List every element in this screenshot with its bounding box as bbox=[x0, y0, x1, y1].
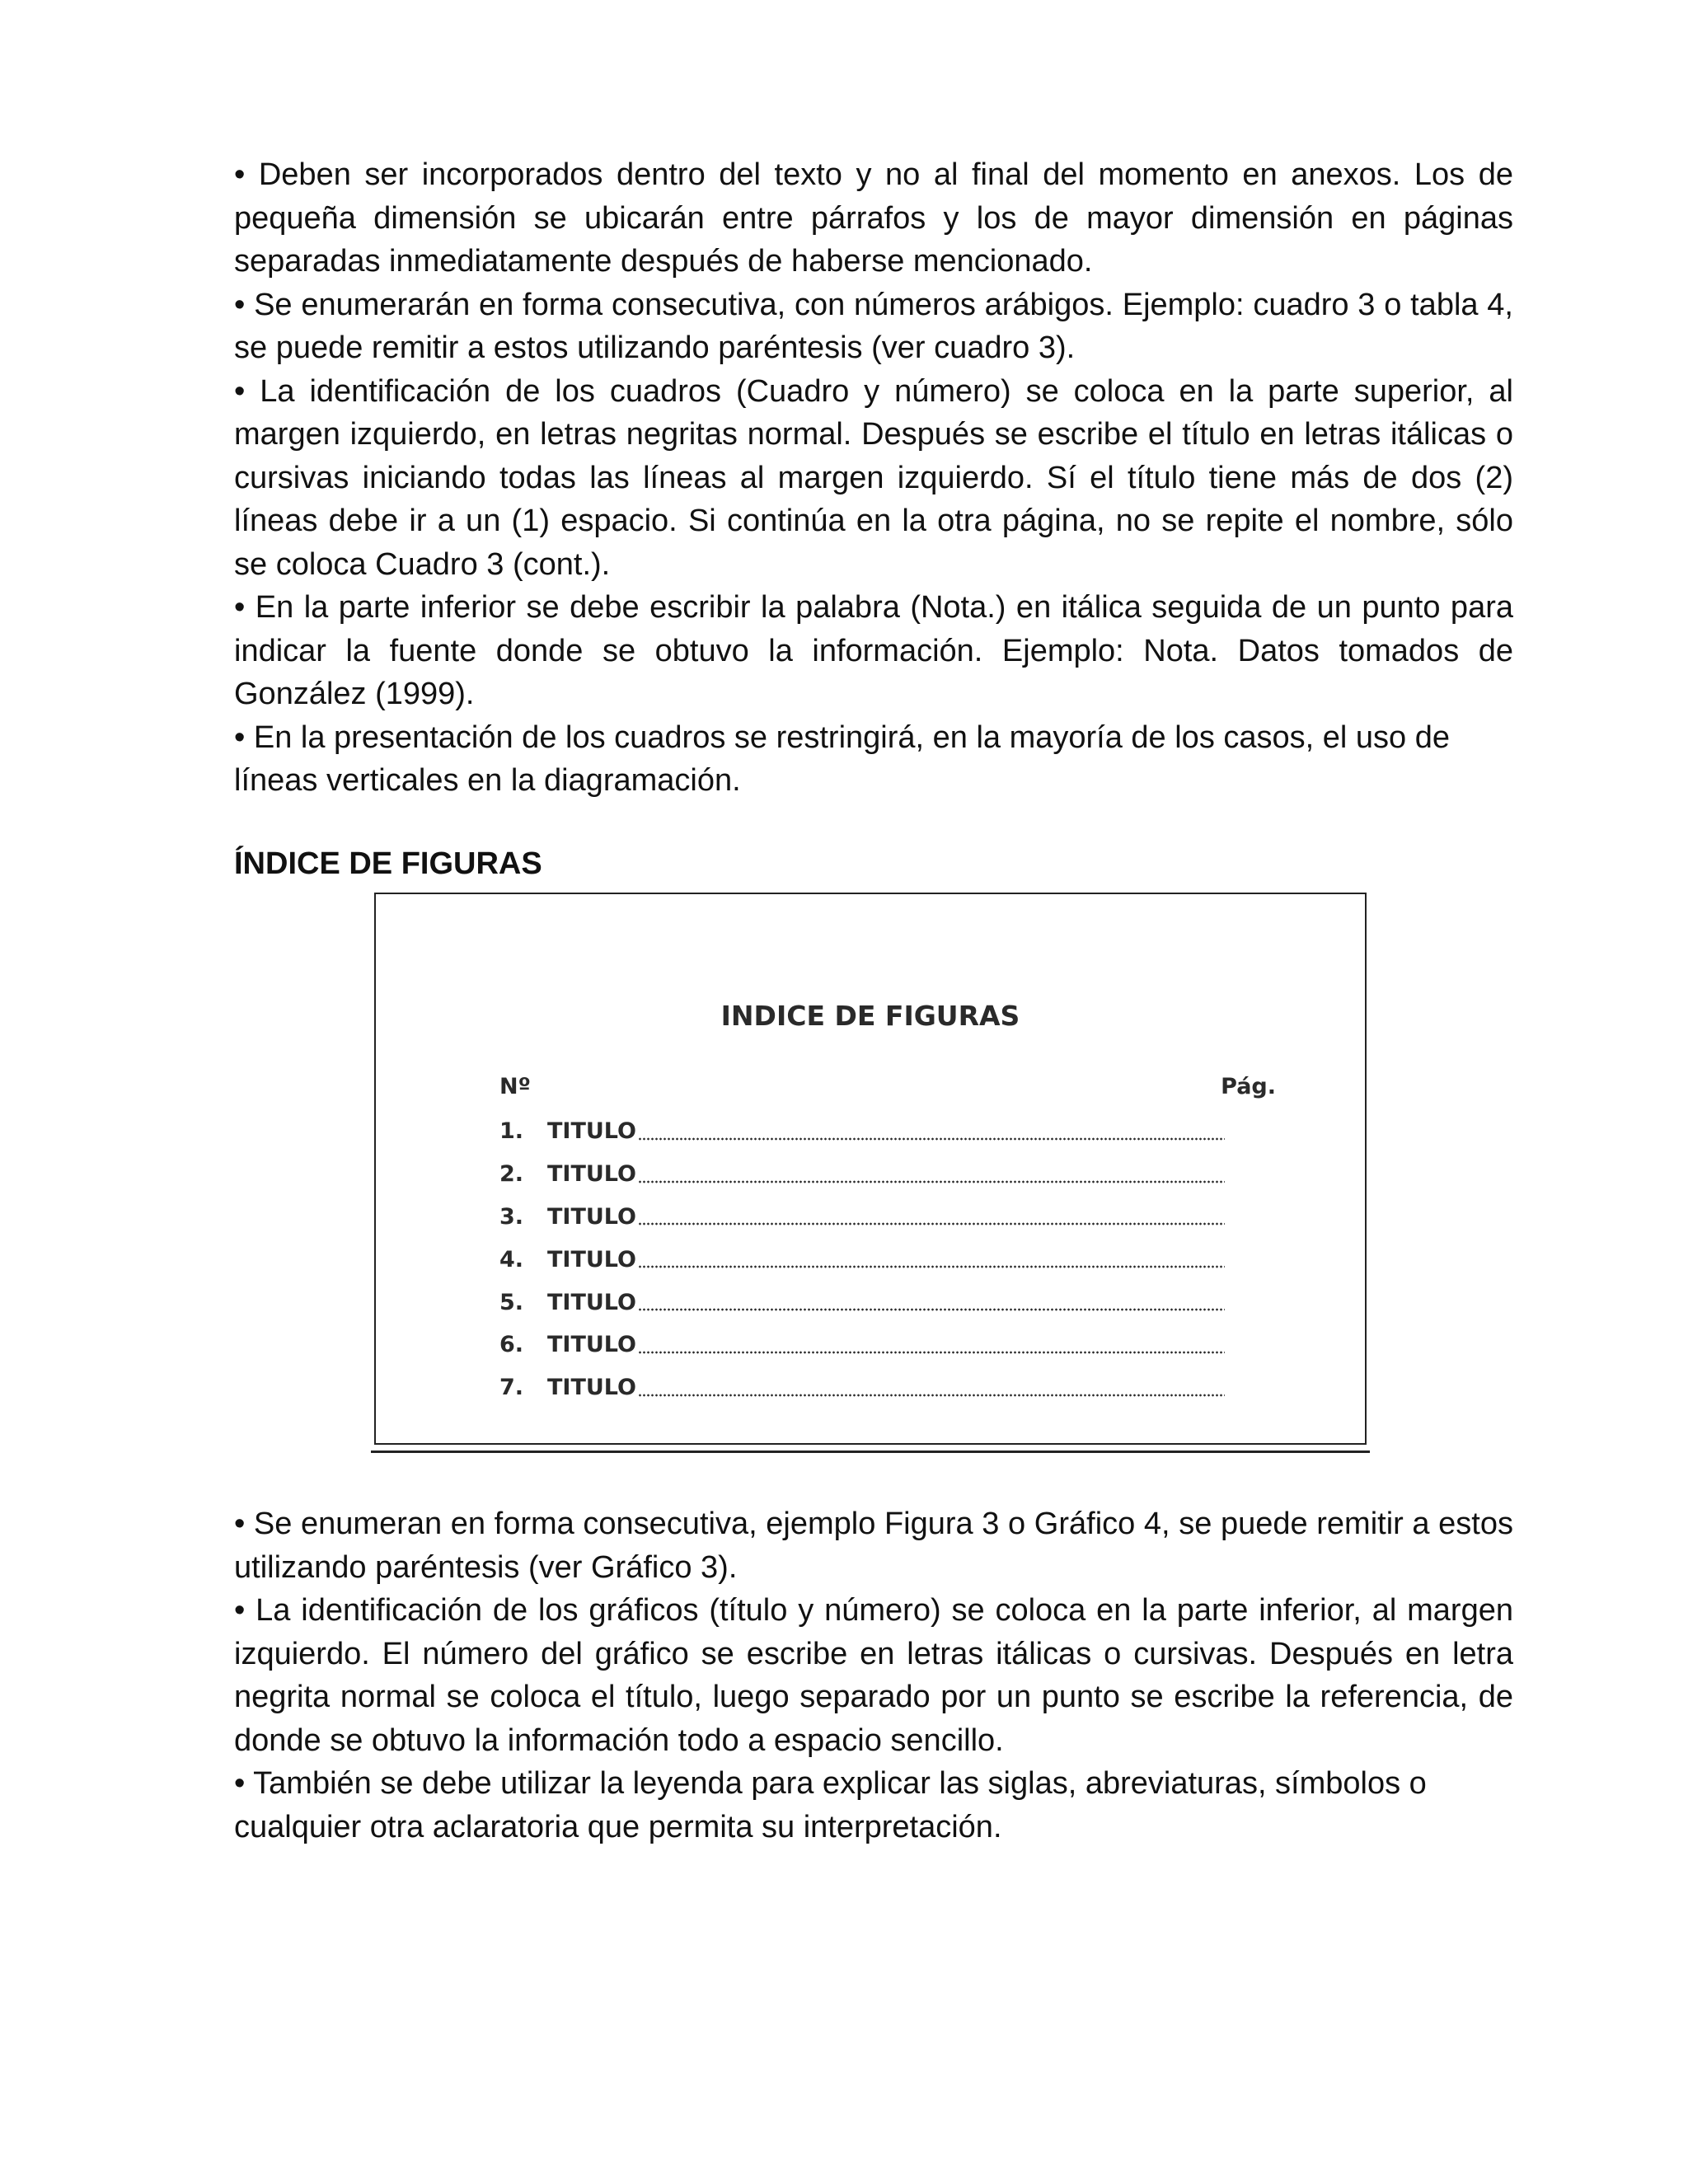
dot-leader bbox=[638, 1351, 1225, 1354]
paragraph-identification: • La identificación de los cuadros (Cuadro y número) se coloca en la parte superior, al margen izquierdo, en letras negritas normal. Después se escribe el título en letras itálicas o cursivas iniciando todas las líneas al margen izquierdo. Sí el título tiene más de dos (2) líneas debe ir a un (1) espacio. Si continúa en la otra página, no se repite el nombre, sólo se coloca Cuadro 3 (cont.). bbox=[234, 373, 1513, 582]
figure-header-number: Nº bbox=[499, 1074, 531, 1099]
list-item bbox=[499, 1324, 1225, 1366]
list-item bbox=[499, 1196, 1225, 1239]
dot-leader bbox=[638, 1137, 1225, 1141]
item-label: TITULO bbox=[547, 1161, 636, 1188]
paragraph-figure-numbering: • Se enumeran en forma consecutiva, ejemplo Figura 3 o Gráfico 4, se puede remitir a estos utilizando paréntesis (ver Gráfico 3). bbox=[234, 1507, 1513, 1585]
section-heading: ÍNDICE DE FIGURAS bbox=[234, 846, 542, 881]
dot-leader bbox=[638, 1180, 1225, 1183]
item-number: 5. bbox=[499, 1289, 524, 1315]
list-item bbox=[499, 1110, 1225, 1153]
dot-leader bbox=[638, 1394, 1225, 1397]
item-number: 6. bbox=[499, 1332, 524, 1358]
paragraph-numbering: • Se enumerarán en forma consecutiva, con números arábigos. Ejemplo: cuadro 3 o tabla 4, se puede remitir a estos utilizando paréntesis (ver cuadro 3). bbox=[234, 287, 1513, 365]
paragraph-figure-identification: • La identificación de los gráficos (título y número) se coloca en la parte inferior, al margen izquierdo. El número del gráfico se escribe en letras itálicas o cursivas. Después en letra negrita normal se coloca el título, luego separado por un punto se escribe la referencia, de donde se obtuvo la información todo a espacio sencillo. bbox=[234, 1593, 1513, 1758]
item-label: TITULO bbox=[547, 1203, 636, 1230]
document-body-top bbox=[234, 153, 1513, 885]
item-label: TITULO bbox=[547, 1118, 636, 1145]
item-number: 3. bbox=[499, 1203, 524, 1230]
item-number: 4. bbox=[499, 1246, 524, 1272]
paragraph-legend: • También se debe utilizar la leyenda para explicar las siglas, abreviaturas, símbolos o cualquier otra aclaratoria que permita su interpretación. bbox=[234, 1766, 1427, 1844]
item-label: TITULO bbox=[547, 1332, 636, 1358]
item-number: 1. bbox=[499, 1118, 524, 1145]
list-item bbox=[499, 1153, 1225, 1196]
document-body-bottom bbox=[234, 1502, 1513, 1849]
item-label: TITULO bbox=[547, 1246, 636, 1272]
figure-index-list bbox=[499, 1110, 1225, 1409]
item-number: 7. bbox=[499, 1375, 524, 1401]
paragraph-vertical-lines: • En la presentación de los cuadros se restringirá, en la mayoría de los casos, el uso de líneas verticales en la diagramación. bbox=[234, 719, 1450, 798]
item-number: 2. bbox=[499, 1161, 524, 1188]
list-item bbox=[499, 1366, 1225, 1409]
paragraph-note: • En la parte inferior se debe escribir la palabra (Nota.) en itálica seguida de un punto para indicar la fuente donde se obtuvo la información. Ejemplo: Nota. Datos tomados de González (1999). bbox=[234, 590, 1513, 711]
list-item bbox=[499, 1238, 1225, 1281]
figure-underline-divider bbox=[371, 1451, 1370, 1453]
dot-leader bbox=[638, 1308, 1225, 1311]
figure-index-title: INDICE DE FIGURAS bbox=[720, 1000, 1020, 1032]
item-label: TITULO bbox=[547, 1375, 636, 1401]
dot-leader bbox=[638, 1265, 1225, 1268]
figure-header-page: Pág. bbox=[1221, 1074, 1276, 1099]
paragraph-incorporation: • Deben ser incorporados dentro del texto y no al final del momento en anexos. Los de pequeña dimensión se ubicarán entre párrafos y los de mayor dimensión en páginas separadas inmediatamente después de haberse mencionado. bbox=[234, 157, 1513, 279]
item-label: TITULO bbox=[547, 1289, 636, 1315]
figure-index-example bbox=[374, 893, 1367, 1445]
dot-leader bbox=[638, 1222, 1225, 1226]
list-item bbox=[499, 1281, 1225, 1324]
